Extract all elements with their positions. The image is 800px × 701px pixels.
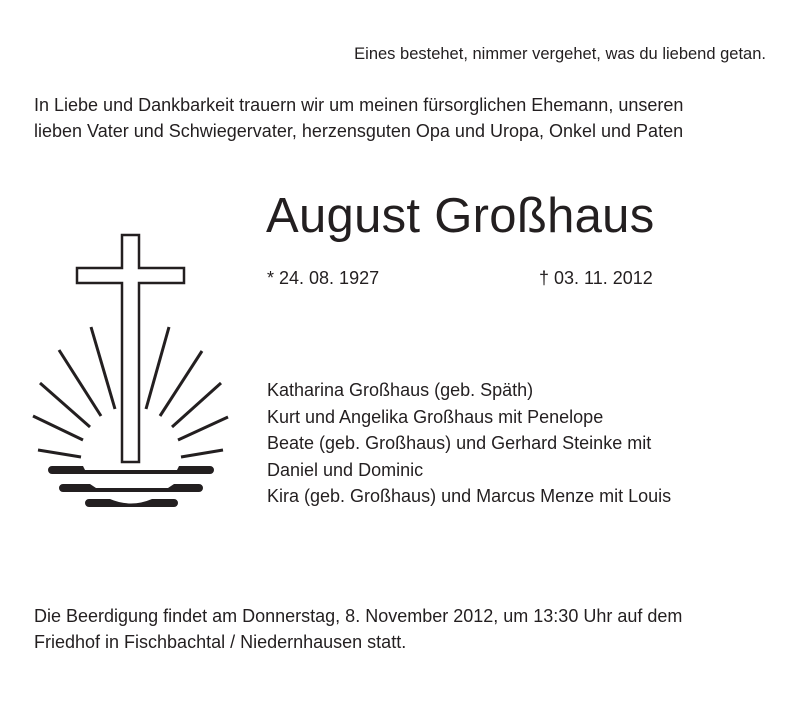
motto-quote: Eines bestehet, nimmer vergehet, was du liebend getan. <box>354 45 766 63</box>
funeral-info <box>34 603 682 655</box>
cross-shape <box>77 235 184 462</box>
mourner-line: Kira (geb. Großhaus) und Marcus Menze mit Louis <box>267 486 672 506</box>
mourner-line: Beate (geb. Großhaus) und Gerhard Steinke mit <box>267 433 652 453</box>
mourners-list <box>267 377 671 510</box>
funeral-line: Die Beerdigung findet am Donnerstag, 8. November 2012, um 13:30 Uhr auf dem <box>34 606 683 626</box>
intro-line: lieben Vater und Schwiegervater, herzensguten Opa und Uropa, Onkel und Paten <box>34 121 684 141</box>
funeral-line: Friedhof in Fischbachtal / Niedernhausen statt. <box>34 632 407 652</box>
waves <box>48 466 214 507</box>
death-date: † 03. 11. 2012 <box>539 268 653 288</box>
mourner-line: Katharina Großhaus (geb. Späth) <box>267 380 534 400</box>
birth-date: * 24. 08. 1927 <box>267 268 380 288</box>
mourner-line: Daniel und Dominic <box>267 459 424 480</box>
mourner-line: Kurt und Angelika Großhaus mit Penelope <box>267 406 604 427</box>
deceased-name: August Großhaus <box>266 189 655 243</box>
intro-line: In Liebe und Dankbarkeit trauern wir um meinen fürsorglichen Ehemann, unseren <box>34 95 684 115</box>
cross-sun-waves-icon <box>0 0 260 520</box>
